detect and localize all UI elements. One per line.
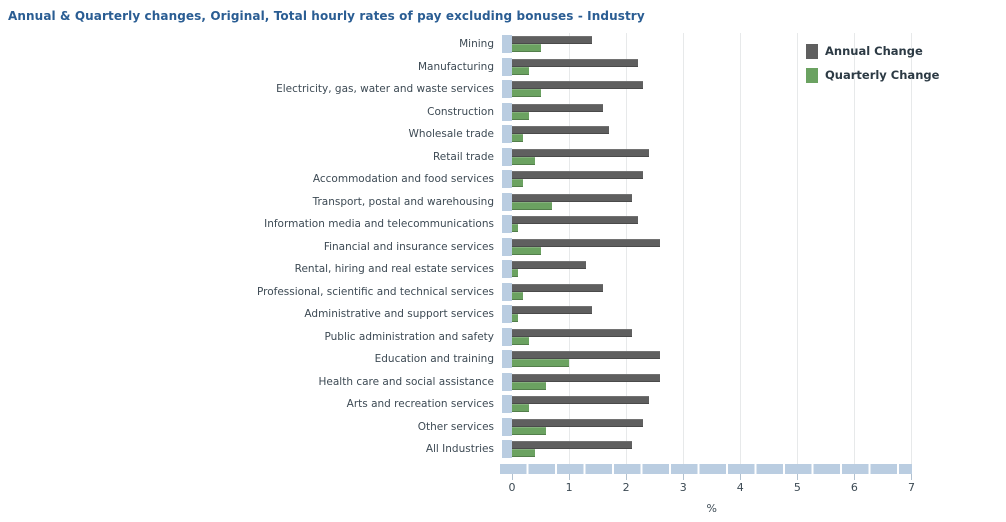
annual-change-bar (512, 36, 592, 44)
category-row (0, 348, 1006, 371)
annual-change-bar (512, 216, 638, 224)
quarterly-change-bar (512, 449, 535, 457)
axis-marker (502, 170, 512, 188)
category-row (0, 146, 1006, 169)
axis-marker (502, 328, 512, 346)
axis-tick-label: 0 (508, 481, 516, 494)
axis-marker (502, 125, 512, 143)
axis-marker (502, 260, 512, 278)
category-label: Electricity, gas, water and waste services (276, 83, 494, 95)
category-row (0, 438, 1006, 461)
category-label: Public administration and safety (324, 330, 494, 343)
axis-marker (502, 283, 512, 301)
category-label: Education and training (374, 353, 494, 365)
annual-change-bar (512, 306, 592, 314)
annual-change-bar (512, 171, 643, 179)
chart-title: Annual & Quarterly changes, Original, Total hourly rates of pay excluding bonuses - Industry (8, 9, 645, 23)
category-label: Information media and telecommunications (264, 218, 494, 230)
category-label: Accommodation and food services (312, 173, 494, 185)
axis-tick-label: 4 (736, 481, 744, 494)
category-label: Mining (459, 38, 494, 50)
annual-change-bar (512, 396, 649, 404)
axis-marker (502, 35, 512, 53)
axis-marker (502, 148, 512, 166)
quarterly-change-swatch-icon (806, 68, 818, 83)
quarterly-change-bar (512, 292, 523, 300)
legend-label-annual: Annual Change (825, 44, 923, 58)
annual-change-bar (512, 59, 638, 67)
quarterly-change-bar (512, 89, 541, 97)
category-label: Construction (427, 105, 494, 118)
category-label: Transport, postal and warehousing (312, 195, 494, 208)
quarterly-change-bar (512, 314, 518, 322)
annual-change-bar (512, 194, 632, 202)
quarterly-change-bar (512, 202, 552, 210)
category-row (0, 258, 1006, 281)
x-axis-title: % (706, 502, 717, 515)
axis-tick (740, 474, 741, 480)
category-row (0, 123, 1006, 146)
quarterly-change-bar (512, 382, 546, 390)
category-row (0, 326, 1006, 349)
quarterly-change-bar (512, 224, 518, 232)
annual-change-bar (512, 351, 660, 359)
axis-marker (502, 418, 512, 436)
category-label: Manufacturing (417, 60, 494, 73)
category-label: All Industries (425, 443, 494, 455)
axis-marker (502, 395, 512, 413)
axis-tick (854, 474, 855, 480)
quarterly-change-bar (512, 67, 529, 75)
category-label: Retail trade (432, 150, 494, 163)
category-row (0, 393, 1006, 416)
quarterly-change-bar (512, 427, 546, 435)
axis-marker (502, 215, 512, 233)
axis-marker (502, 58, 512, 76)
quarterly-change-bar (512, 247, 541, 255)
category-label: Health care and social assistance (318, 375, 494, 388)
quarterly-change-bar (512, 179, 523, 187)
category-row (0, 168, 1006, 191)
category-row (0, 416, 1006, 439)
axis-tick (797, 474, 798, 480)
quarterly-change-bar (512, 44, 541, 52)
axis-marker (502, 80, 512, 98)
quarterly-change-bar (512, 359, 569, 367)
category-row (0, 191, 1006, 214)
category-row (0, 303, 1006, 326)
category-row (0, 236, 1006, 259)
category-label: Rental, hiring and real estate services (294, 263, 494, 275)
category-label: Other services (417, 420, 494, 433)
axis-marker (502, 193, 512, 211)
annual-change-bar (512, 261, 586, 269)
axis-tick-label: 5 (793, 481, 801, 494)
axis-tick (911, 474, 912, 480)
axis-tick (626, 474, 627, 480)
quarterly-change-bar (512, 157, 535, 165)
category-label: Financial and insurance services (323, 240, 494, 253)
category-label: Arts and recreation services (346, 398, 494, 410)
category-row (0, 281, 1006, 304)
legend (806, 44, 939, 92)
axis-tick-label: 2 (622, 481, 630, 494)
axis-marker (502, 103, 512, 121)
annual-change-bar (512, 441, 632, 449)
category-row (0, 213, 1006, 236)
category-label: Administrative and support services (304, 308, 494, 320)
quarterly-change-bar (512, 337, 529, 345)
annual-change-bar (512, 149, 649, 157)
category-label: Wholesale trade (408, 128, 494, 140)
annual-change-bar (512, 419, 643, 427)
annual-change-bar (512, 81, 643, 89)
axis-tick (512, 474, 513, 480)
annual-change-bar (512, 284, 603, 292)
annual-change-bar (512, 104, 603, 112)
axis-marker (502, 440, 512, 458)
quarterly-change-bar (512, 404, 529, 412)
category-row (0, 371, 1006, 394)
axis-tick-label: 1 (565, 481, 573, 494)
axis-tick-label: 7 (907, 481, 915, 494)
axis-marker (502, 238, 512, 256)
axis-marker (502, 350, 512, 368)
annual-change-swatch-icon (806, 44, 818, 59)
horizontal-scrollbar[interactable] (500, 464, 912, 474)
quarterly-change-bar (512, 134, 523, 142)
legend-item-annual (806, 44, 939, 59)
annual-change-bar (512, 239, 660, 247)
axis-tick (569, 474, 570, 480)
axis-tick-label: 3 (679, 481, 687, 494)
axis-tick-label: 6 (850, 481, 858, 494)
legend-label-quarterly: Quarterly Change (825, 68, 940, 82)
annual-change-bar (512, 329, 632, 337)
category-row (0, 101, 1006, 124)
legend-item-quarterly (806, 68, 939, 83)
annual-change-bar (512, 374, 660, 382)
axis-tick (683, 474, 684, 480)
axis-marker (502, 305, 512, 323)
annual-change-bar (512, 126, 609, 134)
quarterly-change-bar (512, 112, 529, 120)
axis-marker (502, 373, 512, 391)
quarterly-change-bar (512, 269, 518, 277)
category-label: Professional, scientific and technical services (256, 285, 494, 298)
